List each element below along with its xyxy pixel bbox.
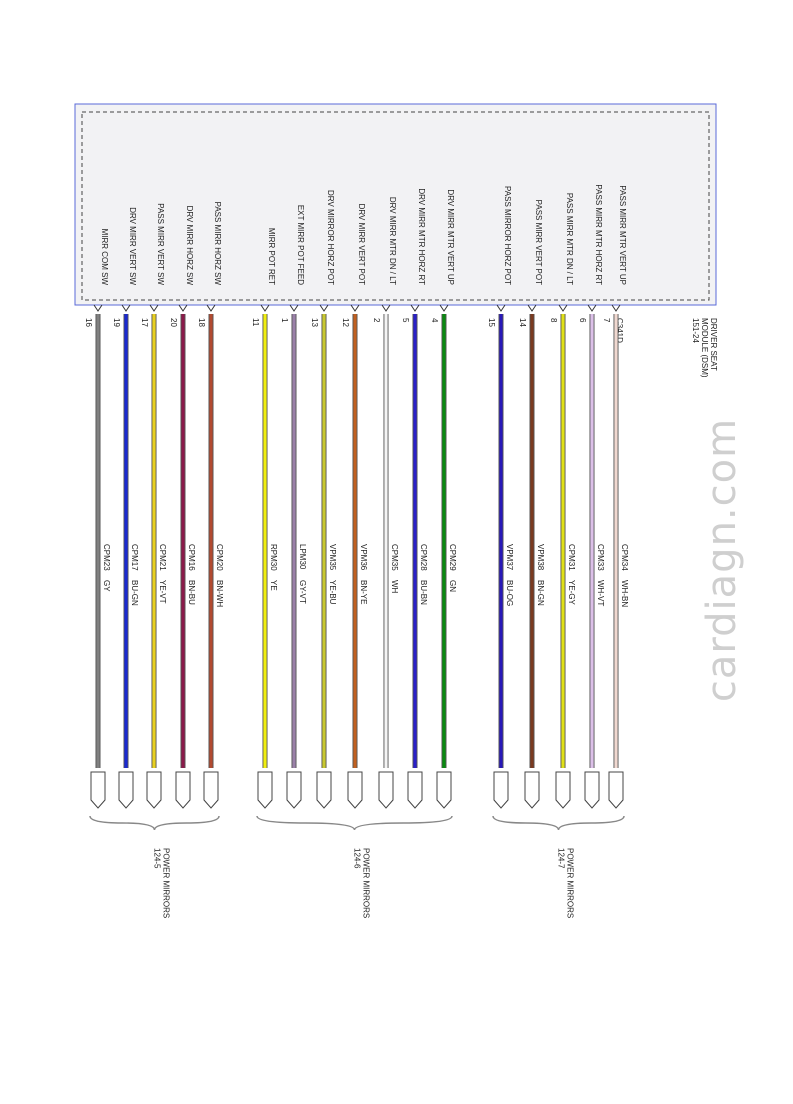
connector-id: C341D — [615, 318, 624, 343]
circuit-id: LPM30 — [298, 544, 307, 570]
pin-arrow — [179, 305, 187, 311]
terminal — [525, 772, 539, 808]
destination-name: POWER MIRRORS — [565, 848, 575, 919]
circuit-id: VPM36 — [359, 544, 368, 571]
circuit-id: CPM17 — [130, 544, 139, 571]
terminal — [408, 772, 422, 808]
pin-number: 19 — [112, 318, 121, 327]
pin-number: 5 — [401, 318, 410, 323]
wire-label: MIRR POT RET — [267, 227, 276, 285]
pin-number: 4 — [430, 318, 439, 323]
circuit-id: CPM34 — [620, 544, 629, 571]
pin-arrow — [497, 305, 505, 311]
wire-label: DRV MIRR VERT POT — [357, 203, 366, 285]
wire-color-code: GN — [448, 580, 457, 592]
wire-label: PASS MIRR MTR VERT UP — [618, 185, 627, 285]
wire-label: DRV MIRR HORZ SW — [185, 205, 194, 285]
pin-arrow — [559, 305, 567, 311]
connector-brace — [493, 816, 624, 830]
destination-ref: 124-7 — [556, 848, 566, 869]
destination-name: POWER MIRRORS — [361, 848, 371, 919]
circuit-id: CPM28 — [419, 544, 428, 571]
terminal — [348, 772, 362, 808]
terminal — [147, 772, 161, 808]
wire-color-code: BU-BN — [419, 580, 428, 605]
wire-label: PASS MIRR VERT SW — [156, 203, 165, 285]
pin-number: 1 — [280, 318, 289, 323]
pin-number: 15 — [487, 318, 496, 327]
pin-arrow — [440, 305, 448, 311]
wire-color-code: BN-WH — [215, 580, 224, 608]
wire-color-code: BU-GN — [130, 580, 139, 606]
terminal — [258, 772, 272, 808]
pin-arrow — [122, 305, 130, 311]
connector-brace — [90, 816, 219, 830]
pin-arrow — [382, 305, 390, 311]
terminal — [176, 772, 190, 808]
terminal — [379, 772, 393, 808]
terminal — [119, 772, 133, 808]
circuit-id: CPM21 — [158, 544, 167, 571]
pin-number: 13 — [310, 318, 319, 327]
circuit-id: CPM33 — [596, 544, 605, 571]
wire-color-code: YE-VT — [158, 580, 167, 604]
pin-arrow — [528, 305, 536, 311]
pin-number: 8 — [549, 318, 558, 323]
circuit-id: CPM20 — [215, 544, 224, 571]
circuit-id: CPM35 — [390, 544, 399, 571]
pin-arrow — [351, 305, 359, 311]
pin-arrow — [612, 305, 620, 311]
wire-label: DRV MIRROR HORZ POT — [326, 190, 335, 285]
wire-label: PASS MIRR MTR HORZ RT — [594, 184, 603, 285]
connector-groups — [90, 816, 624, 918]
wire-color-code: GY-VT — [298, 580, 307, 604]
pin-number: 16 — [84, 318, 93, 327]
terminal — [287, 772, 301, 808]
wire-color-code: YE-GY — [567, 580, 576, 605]
wire-color-code: YE — [269, 580, 278, 591]
terminal — [91, 772, 105, 808]
wire-label: PASS MIRR MTR DN / LT — [565, 192, 574, 285]
circuit-id: RPM30 — [269, 544, 278, 571]
circuit-id: CPM31 — [567, 544, 576, 571]
pin-number: 7 — [602, 318, 611, 323]
wire-label: MIRR COM SW — [100, 228, 109, 285]
wire-6 — [251, 228, 278, 808]
wire-color-code: GY — [102, 580, 111, 592]
circuit-id: VPM38 — [536, 544, 545, 571]
terminal — [494, 772, 508, 808]
pin-arrow — [150, 305, 158, 311]
pin-number: 11 — [251, 318, 260, 327]
pin-number: 20 — [169, 318, 178, 327]
wire-label: DRV MIRR MTR VERT UP — [446, 189, 455, 285]
wire-color-code: WH — [390, 580, 399, 594]
circuit-id: VPM35 — [328, 544, 337, 571]
circuit-id: CPM16 — [187, 544, 196, 571]
module-name-line1: DRIVER SEAT — [709, 318, 718, 371]
wire-label: EXT MIRR POT FEED — [296, 204, 305, 285]
pin-number: 2 — [372, 318, 381, 323]
pin-number: 12 — [341, 318, 350, 327]
pin-arrow — [207, 305, 215, 311]
wire-label: DRV MIRR MTR DN / LT — [388, 196, 397, 285]
wire-color-code: BN-BU — [187, 580, 196, 605]
wire-color-code: YE-BU — [328, 580, 337, 605]
wire-color-code: BN-GN — [536, 580, 545, 606]
terminal — [317, 772, 331, 808]
circuit-id: CPM23 — [102, 544, 111, 571]
terminal — [556, 772, 570, 808]
wire-color-code: BU-OG — [505, 580, 514, 607]
destination-name: POWER MIRRORS — [161, 848, 171, 919]
watermark: cardiagn.com — [699, 417, 745, 703]
wire-1 — [84, 229, 111, 808]
wire-label: PASS MIRR VERT POT — [534, 199, 543, 285]
module-name-line2: MODULE (DSM) — [700, 318, 709, 378]
wire-color-code: WH-VT — [596, 580, 605, 607]
terminal — [437, 772, 451, 808]
pin-arrow — [320, 305, 328, 311]
terminal — [609, 772, 623, 808]
terminal — [585, 772, 599, 808]
wire-label: PASS MIRROR HORZ POT — [503, 186, 512, 285]
wire-color-code: WH-BN — [620, 580, 629, 608]
pin-number: 6 — [578, 318, 587, 323]
wire-label: DRV MIRR VERT SW — [128, 207, 137, 285]
pin-arrow — [411, 305, 419, 311]
pin-arrow — [261, 305, 269, 311]
pin-arrow — [290, 305, 298, 311]
destination-ref: 124-5 — [152, 848, 162, 869]
connector-brace — [257, 816, 452, 830]
circuit-id: VPM37 — [505, 544, 514, 571]
pin-arrow — [94, 305, 102, 311]
destination-ref: 124-6 — [352, 848, 362, 869]
wire-color-code: BN-YE — [359, 580, 368, 605]
circuit-id: CPM29 — [448, 544, 457, 571]
wire-label: PASS MIRR HORZ SW — [213, 201, 222, 285]
pin-number: 17 — [140, 318, 149, 327]
pin-number: 18 — [197, 318, 206, 327]
pin-arrow — [588, 305, 596, 311]
wire-label: DRV MIRR MTR HORZ RT — [417, 188, 426, 285]
terminal — [204, 772, 218, 808]
pin-number: 14 — [518, 318, 527, 327]
module-page-ref: 151-24 — [691, 318, 700, 343]
